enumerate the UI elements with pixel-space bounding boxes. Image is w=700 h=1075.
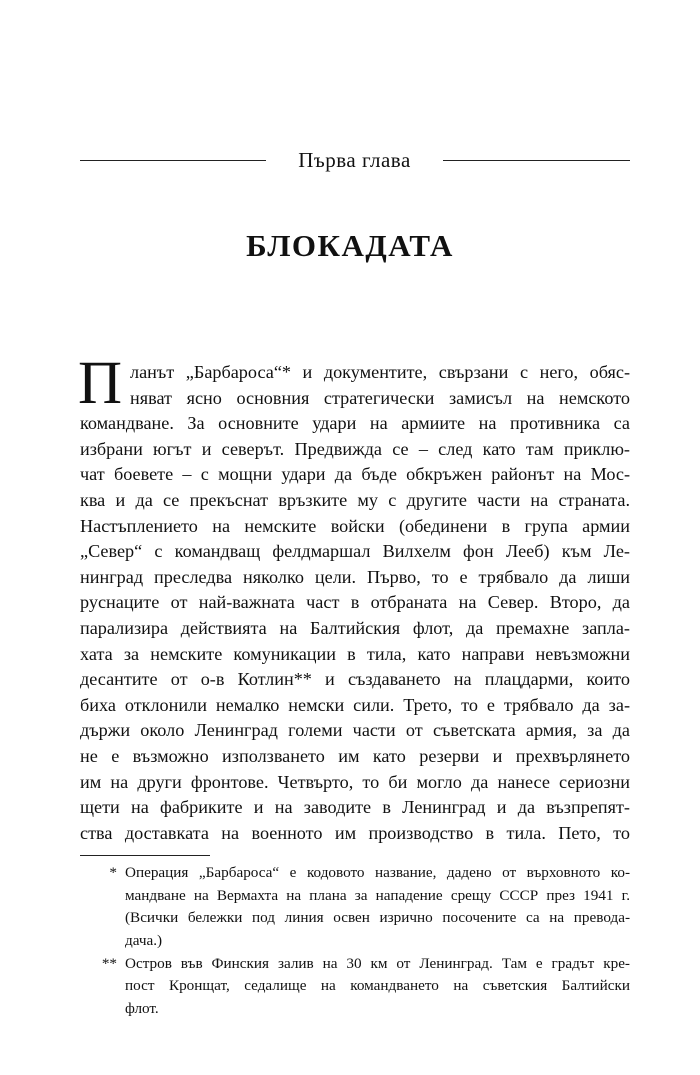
footnote-line: флот. xyxy=(125,1000,159,1018)
footnote-line: дача.) xyxy=(125,932,163,950)
footnote-line: Операция „Барбароса“ е кодовото название, дадено от върховното ко- xyxy=(125,864,630,881)
body-line: нинград преследва няколко цели. Първо, то е трябвало да лиши xyxy=(80,566,630,587)
body-line: ства доставката на военното им производство в тила. Пето, то xyxy=(80,822,630,843)
body-line: чат боевете – с мощни удари да бъде обкръжен районът на Мос- xyxy=(80,464,630,485)
body-line: щети на фабриките и на заводите в Ленинград и да възпрепят- xyxy=(80,797,630,818)
footnote-mark: * xyxy=(109,864,117,881)
body-line: Настъплението на немските войски (обединени в група армии xyxy=(80,515,630,536)
chapter-title: БЛОКАДАТА xyxy=(246,228,454,263)
footnote-mark: ** xyxy=(101,954,117,972)
chapter-label: Първа глава xyxy=(298,148,411,172)
footnote-line: пост Кронщат, седалище на командването на съветския Балтийски xyxy=(125,977,630,995)
body-line: биха отклонили немалко немски сили. Трето, то е трябвало да за- xyxy=(80,694,630,715)
footnote xyxy=(80,862,630,953)
footnote-line: (Всички бележки под линия освен изрично посочените са на преводa- xyxy=(125,909,630,927)
body-line: избрани югът и северът. Предвижда се – след като там приклю- xyxy=(80,438,630,459)
body-line: командване. За основните удари на армиите на противника са xyxy=(80,413,630,434)
chapter-rule-left xyxy=(80,160,266,161)
body-line: парализира действията на Балтийския флот, да премахне запла- xyxy=(80,617,630,638)
body-line: „Север“ с командващ фелдмаршал Вилхелм фон Лееб) към Ле- xyxy=(80,541,630,562)
footnote xyxy=(80,953,630,1021)
body-text xyxy=(78,350,630,846)
body-line: руснаците от най-важната част в отбраната на Север. Второ, да xyxy=(80,592,630,613)
footnotes xyxy=(80,862,630,1021)
body-line: държи около Ленинград големи части от съветската армия, за да xyxy=(80,720,630,741)
footnote-line: Остров във Финския залив на 30 км от Ленинград. Там е градът кре- xyxy=(125,954,630,972)
drop-cap: П xyxy=(78,350,123,417)
body-line: им на други фронтове. Четвърто, то би могло да нанесе сериозни xyxy=(80,771,630,792)
body-line: ква и да се прекъснат връзките му с другите части на страната. xyxy=(80,489,630,510)
chapter-rule-right xyxy=(443,160,630,161)
body-line: хата за немските комуникации в тила, като направи невъзможни xyxy=(80,643,630,664)
footnote-line: мандване на Вермахта на плана за нападение срещу СССР през 1941 г. xyxy=(125,886,630,904)
footnote-rule xyxy=(80,855,210,856)
chapter-header xyxy=(0,146,700,174)
body-line: не е възможно използването им като резерви и прехвърлянето xyxy=(80,745,630,766)
body-line: няват ясно основния стратегически замисъл на немското xyxy=(130,387,630,408)
body-line: десантите от о-в Котлин** и създаването на плацдарми, които xyxy=(80,669,630,690)
body-line: ланът „Барбароса“* и документите, свързани с него, обяс- xyxy=(130,362,630,382)
